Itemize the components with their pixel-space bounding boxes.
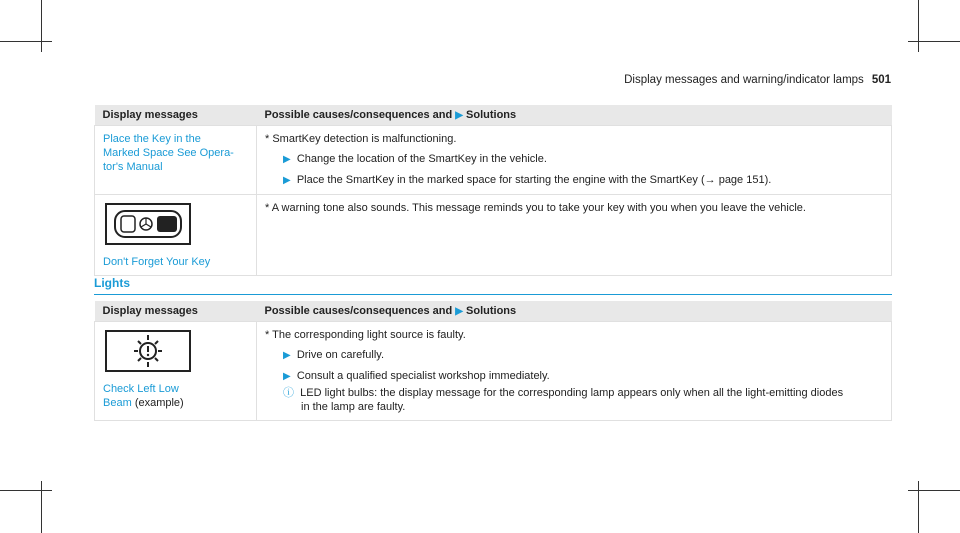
message-cell <box>95 322 257 421</box>
solution-step <box>283 152 883 167</box>
solution-arrow-icon: ▶ <box>283 154 291 165</box>
message-line: Marked Space See Opera- <box>103 147 234 159</box>
solution-step <box>283 369 883 384</box>
crop-mark <box>908 41 960 42</box>
message-suffix: (example) <box>134 397 184 409</box>
solution-arrow-icon: ▶ <box>283 371 291 382</box>
message-line: Place the Key in the <box>103 133 201 145</box>
cause-text: * The corresponding light source is faulty. <box>265 329 466 341</box>
message-cell <box>95 195 257 276</box>
solution-step-text: Drive on carefully. <box>296 349 385 361</box>
light-fault-icon <box>105 330 191 372</box>
cause-cell <box>257 126 892 195</box>
crop-mark <box>0 490 52 491</box>
display-messages-table-2 <box>94 301 892 421</box>
col-header-messages: Display messages <box>95 105 257 126</box>
message-cell <box>95 126 257 195</box>
col-header-solutions-label: Solutions <box>466 305 517 317</box>
solution-step-text: Consult a qualified specialist workshop immediately. <box>296 370 550 382</box>
info-note <box>283 386 883 414</box>
col-header-causes-label: Possible causes/consequences and <box>264 109 453 121</box>
solution-arrow-icon: ▶ <box>455 306 463 317</box>
cause-text: * A warning tone also sounds. This message reminds you to take your key with you when you leave the vehicle. <box>265 202 806 214</box>
info-note-text: in the lamp are faulty. <box>301 401 406 413</box>
crop-mark <box>918 0 919 52</box>
solution-arrow-icon: ▶ <box>455 110 463 121</box>
solution-step-text: Place the SmartKey in the marked space for starting the engine with the SmartKey (→ page 151). <box>296 174 772 186</box>
section-title: Lights <box>94 276 892 295</box>
info-icon: ⓘ <box>283 387 294 399</box>
key-fob-icon <box>107 205 189 243</box>
col-header-causes <box>257 301 892 322</box>
crop-mark <box>0 41 52 42</box>
crop-mark <box>908 490 960 491</box>
table-row <box>95 322 892 421</box>
cause-text: * SmartKey detection is malfunctioning. <box>265 133 457 145</box>
info-note-text: LED light bulbs: the display message for the corresponding lamp appears only when all the light-emitting diodes <box>300 387 844 399</box>
header-title: Display messages and warning/indicator lamps <box>624 74 864 86</box>
message-line: tor's Manual <box>103 161 163 173</box>
key-fob-icon <box>105 203 191 245</box>
col-header-causes <box>257 105 892 126</box>
crop-mark <box>41 0 42 52</box>
solution-step <box>283 173 883 188</box>
light-fault-icon <box>107 332 189 370</box>
page-number: 501 <box>871 74 891 86</box>
crop-mark <box>41 481 42 533</box>
table-row <box>95 126 892 195</box>
crop-mark <box>918 481 919 533</box>
message-text: Don't Forget Your Key <box>103 256 211 268</box>
cause-cell <box>257 322 892 421</box>
message-line: Beam <box>103 397 132 409</box>
col-header-causes-label: Possible causes/consequences and <box>264 305 453 317</box>
table-row <box>95 195 892 276</box>
solution-arrow-icon: ▶ <box>283 175 291 186</box>
col-header-solutions-label: Solutions <box>466 109 517 121</box>
col-header-messages: Display messages <box>95 301 257 322</box>
solution-arrow-icon: ▶ <box>283 350 291 361</box>
page-header <box>624 74 891 86</box>
solution-step-text: Change the location of the SmartKey in the vehicle. <box>296 153 547 165</box>
message-line: Check Left Low <box>103 383 179 395</box>
solution-step <box>283 348 883 363</box>
display-messages-table-1 <box>94 105 892 276</box>
cause-cell <box>257 195 892 276</box>
